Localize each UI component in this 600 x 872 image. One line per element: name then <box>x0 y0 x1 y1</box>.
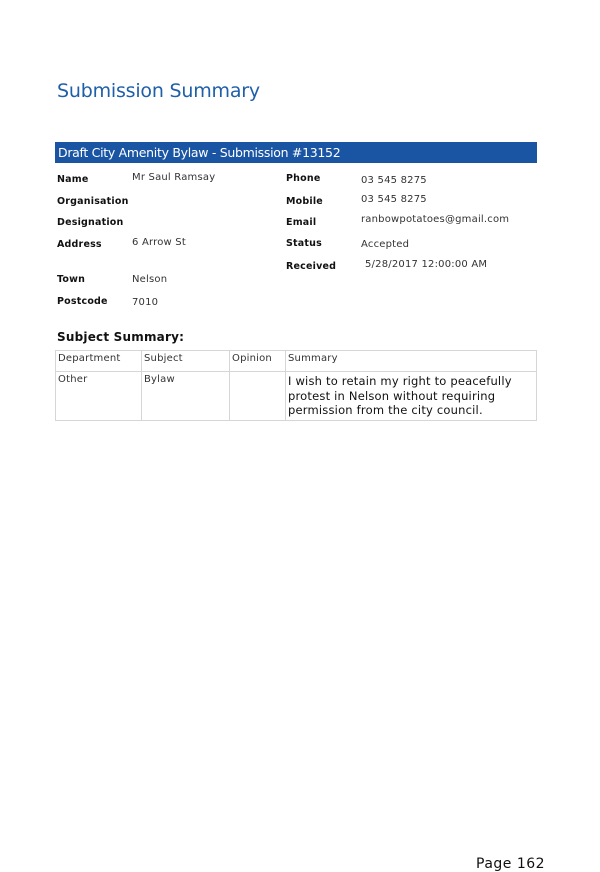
page-title: Submission Summary <box>57 80 260 102</box>
received-value: 5/28/2017 12:00:00 AM <box>365 259 488 270</box>
opinion-cell <box>230 372 286 421</box>
status-value: Accepted <box>361 239 410 250</box>
summary-cell: I wish to retain my right to peacefully protest in Nelson without requiring permission from the city council. <box>286 372 537 421</box>
organisation-label: Organisation <box>57 196 129 207</box>
designation-label: Designation <box>57 217 124 228</box>
page-number: Page 162 <box>476 856 546 872</box>
mobile-value: 03 545 8275 <box>361 194 427 205</box>
table-row <box>56 372 537 421</box>
subject-cell: Bylaw <box>142 372 230 421</box>
column-header-subject: Subject <box>142 351 230 372</box>
email-value: ranbowpotatoes@gmail.com <box>361 214 510 225</box>
submission-banner: Draft City Amenity Bylaw - Submission #13152 <box>55 142 537 163</box>
town-label: Town <box>57 274 86 285</box>
subject-summary-table <box>55 350 537 421</box>
column-header-department: Department <box>56 351 142 372</box>
column-header-summary: Summary <box>286 351 537 372</box>
phone-value: 03 545 8275 <box>361 175 427 186</box>
table-header-row <box>56 351 537 372</box>
column-header-opinion: Opinion <box>230 351 286 372</box>
address-label: Address <box>57 239 102 250</box>
postcode-label: Postcode <box>57 296 108 307</box>
department-cell: Other <box>56 372 142 421</box>
email-label: Email <box>286 217 317 228</box>
subject-summary-heading: Subject Summary: <box>57 330 185 344</box>
postcode-value: 7010 <box>132 297 159 308</box>
address-value: 6 Arrow St <box>132 237 186 248</box>
name-label: Name <box>57 174 89 185</box>
town-value: Nelson <box>132 274 168 285</box>
received-label: Received <box>286 261 337 272</box>
mobile-label: Mobile <box>286 196 323 207</box>
name-value: Mr Saul Ramsay <box>132 172 216 183</box>
phone-label: Phone <box>286 173 321 184</box>
status-label: Status <box>286 238 322 249</box>
